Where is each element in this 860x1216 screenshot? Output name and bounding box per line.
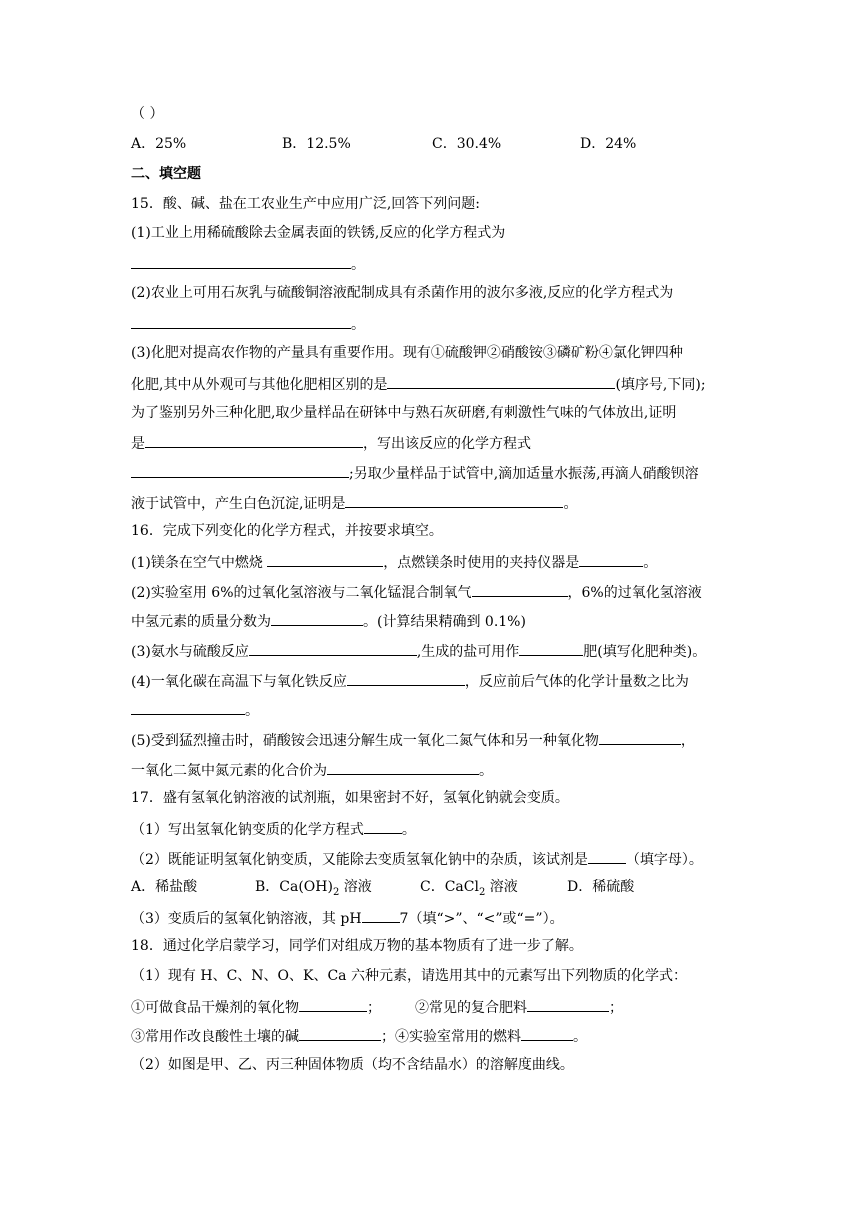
text: ②常见的复合肥料	[415, 1000, 527, 1016]
answer-blank[interactable]	[347, 670, 465, 686]
q16-part5-line1	[131, 729, 695, 751]
q14-option-a: A．25%	[131, 136, 187, 152]
answer-blank[interactable]	[387, 373, 615, 389]
text: 一氧化二氮中氮元素的化合价为	[131, 763, 327, 779]
q18-items-row2	[131, 1025, 587, 1047]
section-title: 二、填空题	[131, 166, 201, 182]
answer-blank[interactable]	[472, 581, 568, 597]
answer-blank[interactable]	[145, 432, 363, 448]
period: 。	[351, 317, 365, 333]
q16-part4-line1	[131, 670, 689, 692]
section-heading	[131, 164, 201, 184]
answer-blank[interactable]	[299, 1025, 381, 1041]
text: 肥(填写化肥种类)。	[583, 644, 707, 660]
q15-part3-line5	[131, 462, 699, 484]
q16-part4-line2	[131, 699, 259, 721]
text: ，点燃镁条时使用的夹持仪器是	[383, 555, 580, 571]
text: ③常用作改良酸性土壤的碱	[131, 1029, 299, 1045]
answer-blank[interactable]	[588, 848, 626, 864]
text: 是	[131, 436, 145, 452]
q17-option-a: A．稀盐酸	[131, 879, 198, 895]
answer-blank[interactable]	[345, 492, 563, 508]
q15-part2: (2)农业上可用石灰乳与硫酸铜溶液配制成具有杀菌作用的波尔多液,反应的化学方程式为	[131, 285, 674, 301]
text: ，写出该反应的化学方程式	[363, 436, 531, 452]
text: （2）既能证明氢氧化钠变质，又能除去变质氢氧化钠中的杂质，该试剂是	[131, 852, 588, 868]
subscript: 2	[332, 886, 340, 898]
text: (5)受到猛烈撞击时，硝酸铵会迅速分解生成一氧化二氮气体和另一种氧化物	[131, 733, 599, 749]
q15-part1-answer	[131, 253, 365, 275]
answer-blank[interactable]	[599, 729, 681, 745]
text: B．Ca(OH)	[255, 879, 333, 895]
answer-blank[interactable]	[131, 462, 349, 478]
text: 溶液	[339, 879, 372, 895]
answer-blank[interactable]	[521, 1025, 573, 1041]
q14-option-d: D．24%	[580, 136, 637, 152]
text: 化肥,其中从外观可与其他化肥相区别的是	[131, 377, 388, 393]
q16-part1	[131, 551, 657, 573]
text: （3）变质后的氢氧化钠溶液，其 pH	[131, 911, 362, 927]
q15-part3-line3: 为了鉴别另外三种化肥,取少量样品在研钵中与熟石灰研磨,有刺激性气味的气体放出,证明	[131, 405, 677, 421]
text: (4)一氧化碳在高温下与氧化铁反应	[131, 674, 347, 690]
q17-option-c	[420, 877, 518, 903]
period: 。	[401, 822, 416, 838]
q15-part2-answer	[131, 313, 365, 335]
text: ④实验室常用的燃料	[395, 1029, 521, 1045]
text: 。(计算结果精确到 0.1%)	[363, 614, 526, 630]
text: 7（填“>”、“<”或“=”）。	[399, 911, 564, 927]
answer-blank[interactable]	[131, 699, 245, 715]
answer-blank[interactable]	[131, 313, 351, 329]
answer-blank[interactable]	[249, 640, 417, 656]
q18-part1: （1）现有 H、C、N、O、K、Ca 六种元素，请选用其中的元素写出下列物质的化学式：	[131, 968, 687, 984]
q17-part1	[131, 818, 416, 840]
text: ;另取少量样品于试管中,滴加适量水振荡,再滴人硝酸钡溶	[349, 466, 699, 482]
q17-part2	[131, 848, 703, 870]
text: ，反应前后气体的化学计量数之比为	[464, 674, 689, 690]
text: （1）写出氢氧化钠变质的化学方程式	[131, 822, 364, 838]
answer-blank[interactable]	[364, 818, 402, 834]
period: 。	[643, 555, 658, 571]
q15-stem: 15．酸、碱、盐在工农业生产中应用广泛,回答下列问题:	[131, 196, 480, 212]
answer-blank[interactable]	[362, 907, 400, 923]
text: （填字母）。	[625, 852, 703, 868]
text: 液于试管中，产生白色沉淀,证明是	[131, 496, 346, 512]
q16-part2-line2	[131, 610, 526, 632]
period: 。	[245, 703, 259, 719]
text: ；	[381, 1029, 395, 1045]
period: 。	[563, 496, 578, 512]
period: 。	[351, 257, 365, 273]
q14-paren: （ ）	[131, 106, 164, 122]
answer-blank[interactable]	[299, 996, 367, 1012]
q15-part1: (1)工业上用稀硫酸除去金属表面的铁锈,反应的化学方程式为	[131, 225, 506, 241]
text: ；	[367, 1000, 381, 1016]
q17-stem: 17．盛有氢氧化钠溶液的试剂瓶，如果密封不好，氢氧化钠就会变质。	[131, 790, 569, 806]
q15-part3-line1: (3)化肥对提高农作物的产量具有重要作用。现有①硫酸钾②硝酸铵③磷矿粉④氯化钾四种	[131, 345, 683, 361]
text: 溶液	[485, 879, 518, 895]
q16-part3	[131, 640, 706, 662]
text: (1)镁条在空气中燃烧	[131, 555, 263, 571]
answer-blank[interactable]	[131, 253, 351, 269]
q16-part5-line2	[131, 759, 493, 781]
answer-blank[interactable]	[267, 551, 383, 567]
q16-part2-line1	[131, 581, 702, 603]
q16-stem: 16．完成下列变化的化学方程式，并按要求填空。	[131, 523, 443, 539]
q18-stem: 18．通过化学启蒙学习，同学们对组成万物的基本物质有了进一步了解。	[131, 938, 583, 954]
q15-part3-line6	[131, 492, 577, 514]
answer-blank[interactable]	[271, 610, 363, 626]
text: 。	[573, 1029, 587, 1045]
text: C．CaCl	[420, 879, 479, 895]
q17-option-d: D．稀硫酸	[567, 879, 635, 895]
q17-option-b	[255, 877, 372, 903]
text: ①可做食品干燥剂的氧化物	[131, 1000, 299, 1016]
period: 。	[479, 763, 493, 779]
text: 中氢元素的质量分数为	[131, 614, 271, 630]
text: ,生成的盐可用作	[416, 644, 520, 660]
answer-blank[interactable]	[327, 759, 479, 775]
answer-blank[interactable]	[527, 996, 609, 1012]
q17-part3	[131, 907, 564, 929]
q14-option-c: C．30.4%	[432, 136, 502, 152]
q14-option-b: B．12.5%	[282, 136, 351, 152]
answer-blank[interactable]	[519, 640, 583, 656]
text: ，6%的过氧化氢溶液	[567, 585, 702, 601]
q18-items-row1	[131, 996, 623, 1018]
q18-part2: （2）如图是甲、乙、丙三种固体物质（均不含结晶水）的溶解度曲线。	[131, 1057, 574, 1073]
text: ，	[680, 733, 695, 749]
answer-blank[interactable]	[579, 551, 643, 567]
subscript: 2	[478, 886, 486, 898]
q15-part3-line2	[131, 373, 706, 395]
text: (填序号,下同);	[615, 377, 706, 393]
text: ；	[609, 1000, 623, 1016]
text: (3)氨水与硫酸反应	[131, 644, 249, 660]
text: (2)实验室用 6%的过氧化氢溶液与二氧化锰混合制氧气	[131, 585, 472, 601]
q15-part3-line4	[131, 432, 531, 454]
